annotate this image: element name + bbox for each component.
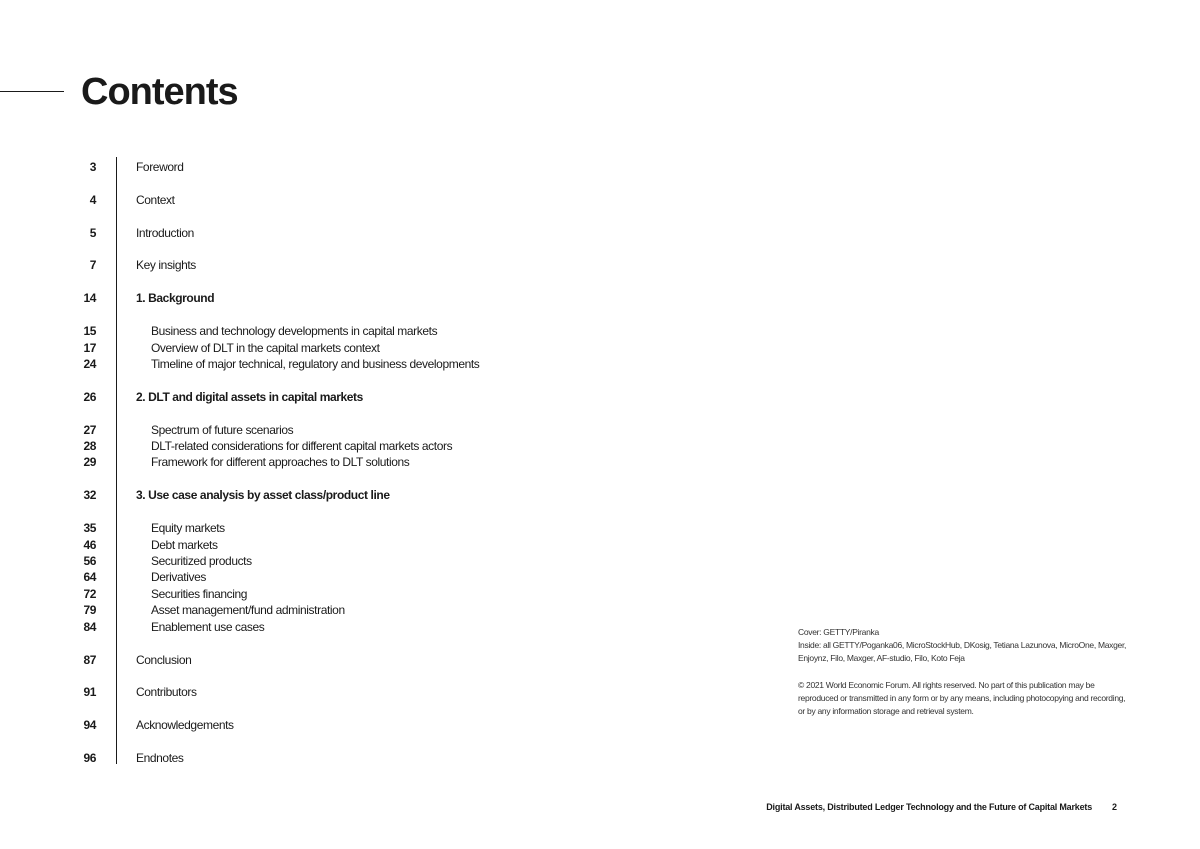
toc-page-number: 94: [83, 718, 96, 732]
footer-page-number: 2: [1112, 802, 1117, 812]
toc-page-number: 17: [83, 341, 96, 355]
toc-page-number: 72: [83, 587, 96, 601]
toc-label: Endnotes: [136, 751, 184, 765]
toc-label: Acknowledgements: [136, 718, 234, 732]
toc-page-number: 96: [83, 751, 96, 765]
toc-label: Securitized products: [151, 554, 252, 568]
toc-label: Spectrum of future scenarios: [151, 423, 294, 437]
toc-page-number: 7: [89, 258, 96, 272]
footer-document-title: Digital Assets, Distributed Ledger Technology and the Future of Capital Markets: [766, 802, 1092, 812]
toc-label: Enablement use cases: [151, 620, 265, 634]
toc-page-number: 64: [83, 570, 96, 584]
toc-page-number: 91: [83, 685, 96, 699]
title-rule: [0, 91, 64, 92]
page-footer: [0, 799, 1200, 815]
page-title: Contents: [81, 71, 238, 113]
toc-page-number: 24: [83, 357, 96, 371]
toc-page-number: 15: [83, 324, 96, 338]
toc-label: DLT-related considerations for different capital markets actors: [151, 439, 453, 453]
toc-page-number: 35: [83, 521, 96, 535]
toc-label: 3. Use case analysis by asset class/product line: [136, 488, 390, 502]
toc-divider: [116, 157, 117, 764]
toc-page-number: 4: [89, 193, 96, 207]
toc-label: Overview of DLT in the capital markets context: [151, 341, 380, 355]
toc-page-number: 3: [89, 160, 96, 174]
toc-label: Asset management/fund administration: [151, 603, 345, 617]
copyright-notice: © 2021 World Economic Forum. All rights reserved. No part of this publication may be reproduced or transmitted in any form or by any means, including photocopying and recording, or by any information storage and retrieval system.: [798, 680, 1126, 716]
toc-page-number: 56: [83, 554, 96, 568]
image-credits: [798, 626, 1128, 718]
inside-credit: Inside: all GETTY/Poganka06, MicroStockHub, DKosig, Tetiana Lazunova, MicroOne, Maxger, Enjoynz, Filo, Maxger, AF-studio, Filo, Koto Feja: [798, 640, 1127, 663]
toc-page-number: 29: [83, 455, 96, 469]
toc-page-number: 14: [83, 291, 96, 305]
toc-page-number: 84: [83, 620, 96, 634]
toc-label: 1. Background: [136, 291, 215, 305]
toc-label: Derivatives: [151, 570, 206, 584]
toc-label: Timeline of major technical, regulatory and business developments: [151, 357, 480, 371]
toc-label: Framework for different approaches to DLT solutions: [151, 455, 410, 469]
toc-label: Equity markets: [151, 521, 225, 535]
cover-credit: Cover: GETTY/Piranka: [798, 627, 879, 637]
toc-page-number: 27: [83, 423, 96, 437]
toc-label: Debt markets: [151, 538, 218, 552]
toc-label: Key insights: [136, 258, 196, 272]
toc-page-number: 79: [83, 603, 96, 617]
toc-page-number: 5: [89, 226, 96, 240]
toc-label: Conclusion: [136, 653, 192, 667]
toc-page-number: 28: [83, 439, 96, 453]
toc-page-number: 26: [83, 390, 96, 404]
toc-label: Securities financing: [151, 587, 248, 601]
toc-page-number: 32: [83, 488, 96, 502]
toc-page-number: 87: [83, 653, 96, 667]
toc-label: 2. DLT and digital assets in capital markets: [136, 390, 363, 404]
toc-label: Contributors: [136, 685, 197, 699]
toc-label: Foreword: [136, 160, 184, 174]
toc-label: Introduction: [136, 226, 194, 240]
toc-label: Context: [136, 193, 175, 207]
toc-label: Business and technology developments in capital markets: [151, 324, 438, 338]
toc-page-number: 46: [83, 538, 96, 552]
